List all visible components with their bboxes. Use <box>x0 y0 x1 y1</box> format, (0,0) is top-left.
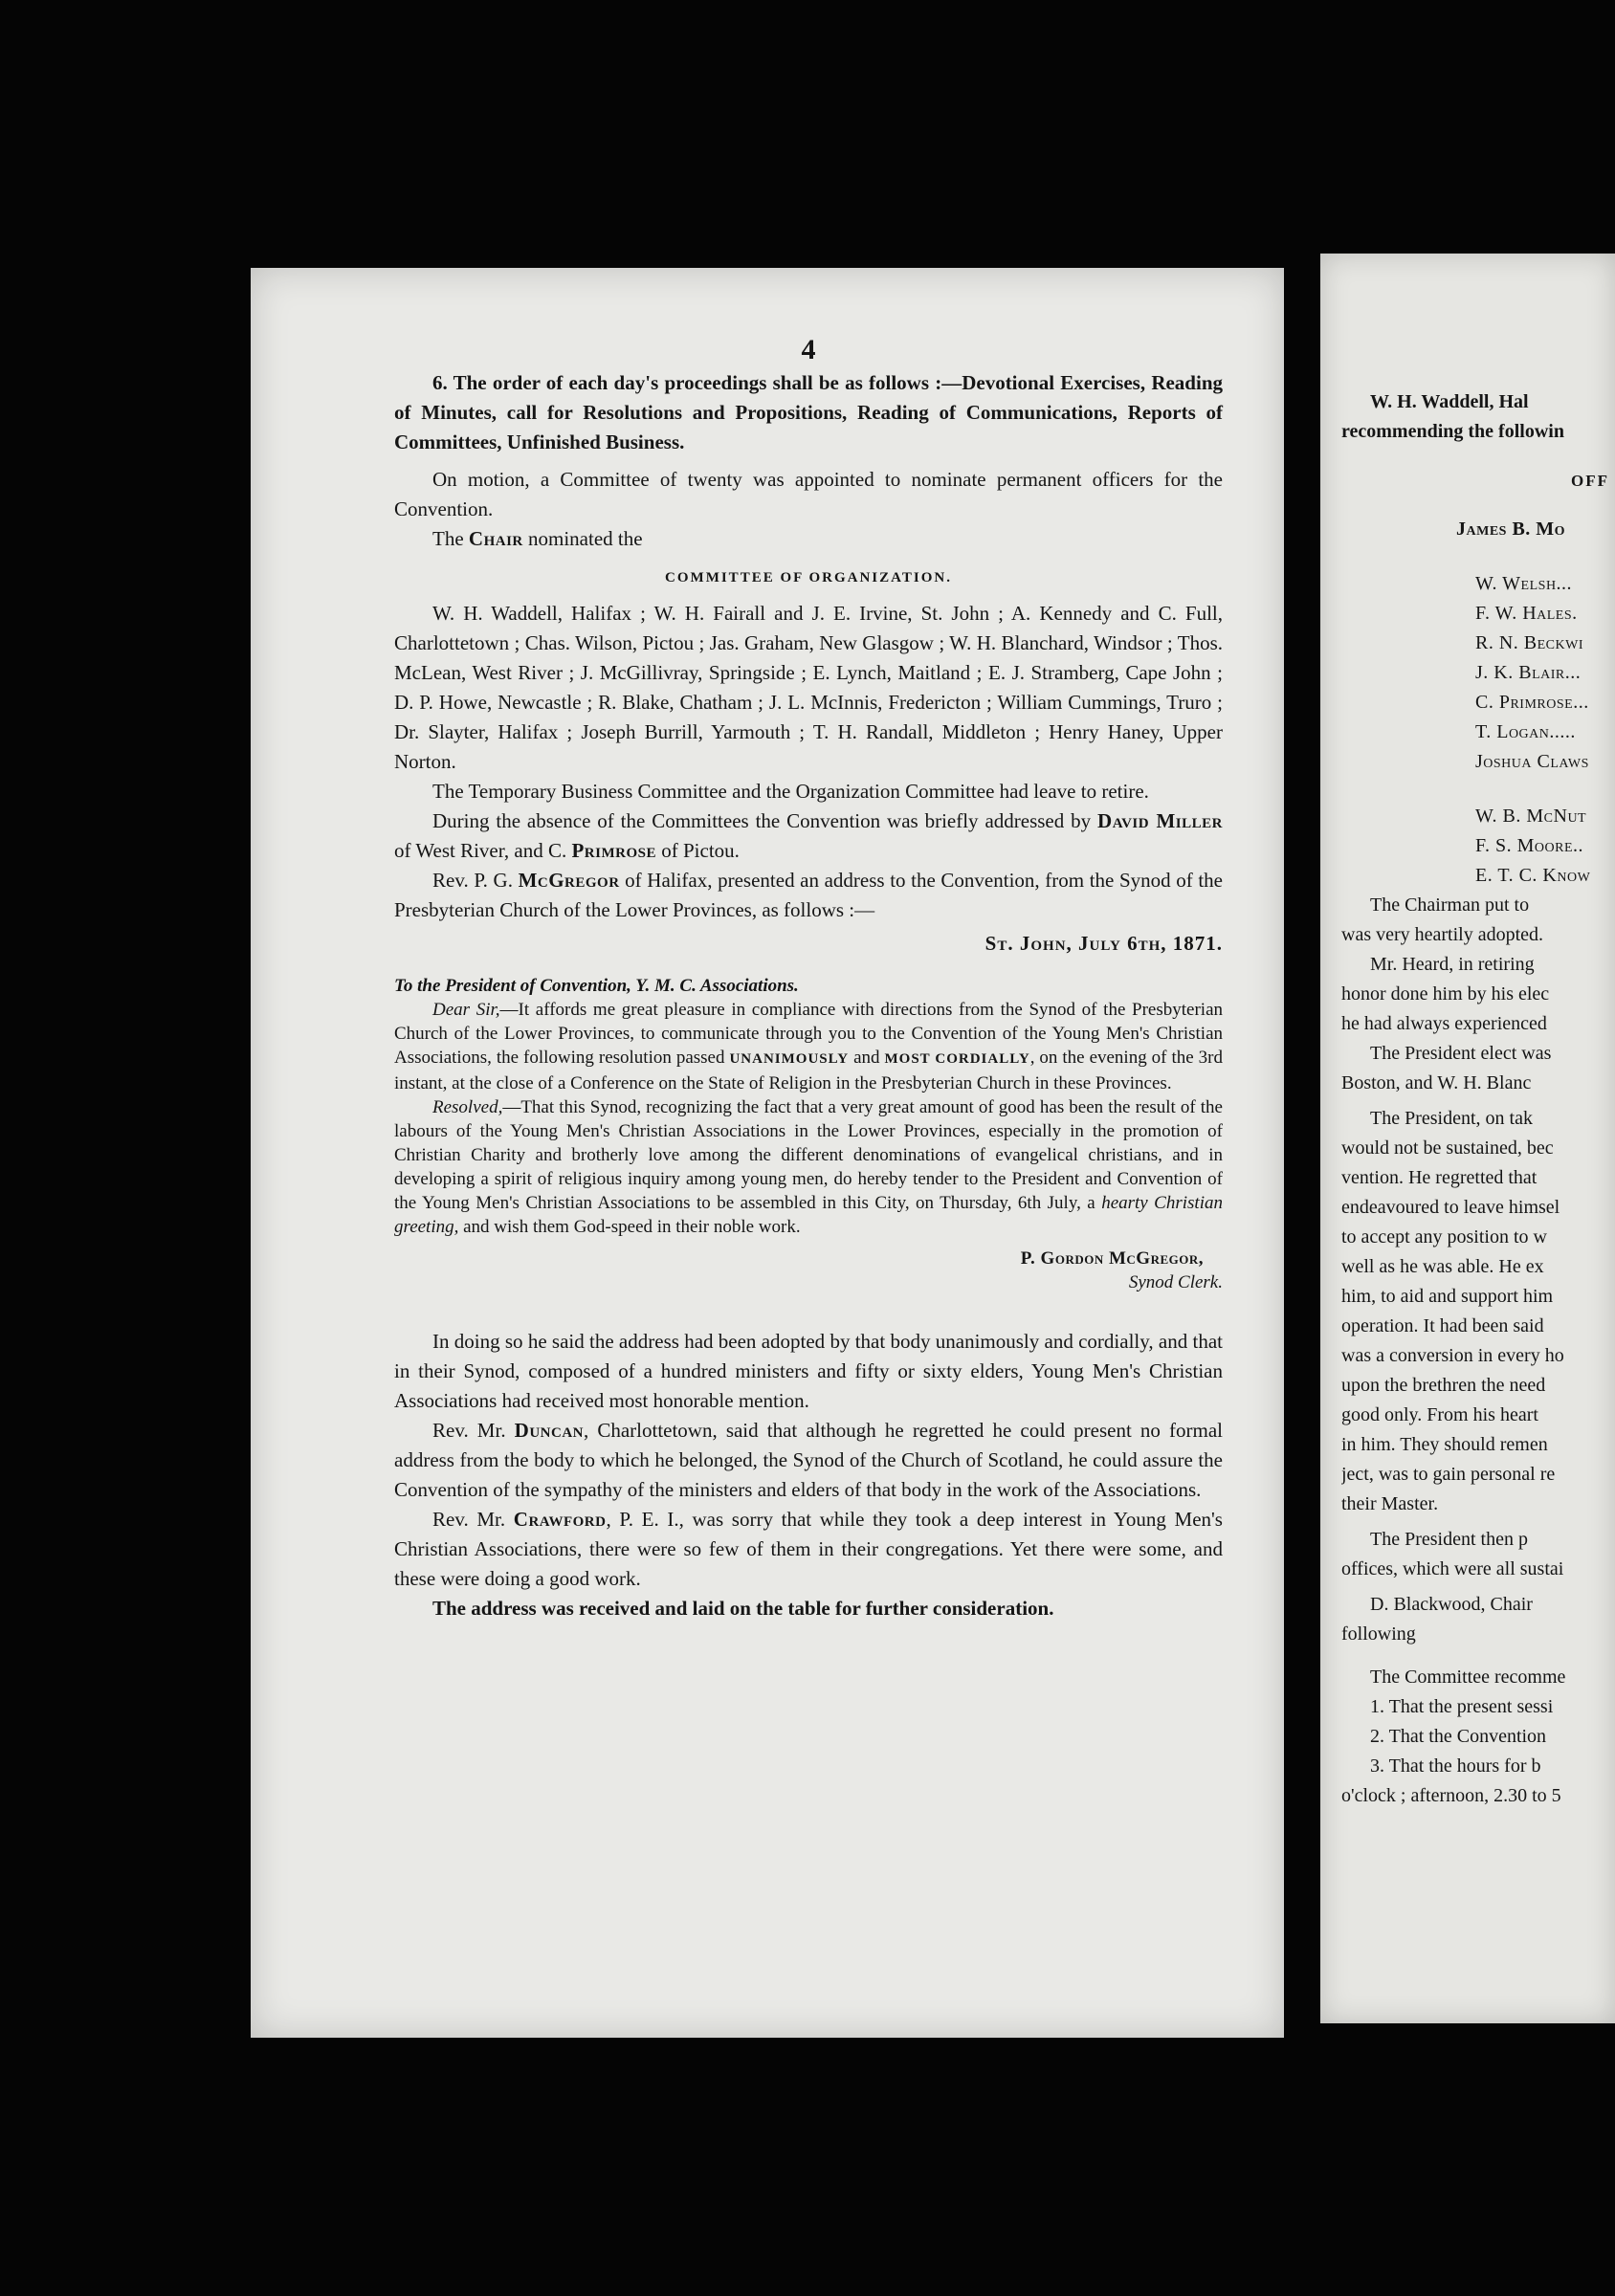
right-line: in him. They should remen <box>1341 1434 1548 1455</box>
right-line: The President, on tak <box>1370 1108 1533 1129</box>
section-heading-committee: COMMITTEE OF ORGANIZATION. <box>665 570 952 585</box>
right-line: D. Blackwood, Chair <box>1370 1594 1533 1615</box>
right-page-text <box>1341 387 1615 1811</box>
text-emphasis: MOST CORDIALLY <box>884 1051 1030 1067</box>
text: —It affords me great pleasure in compliance with directions from the Synod of the Presbyterian Church of the Lower Provinces, to communicate through you to the Convention of the Young Men's Christian Associations, the following resolution passed <box>394 1000 1224 1068</box>
paragraph-chair-nominated <box>394 524 1223 554</box>
right-line: W. B. McNut <box>1475 806 1587 827</box>
paragraph-addressed-by <box>394 806 1223 866</box>
right-line: operation. It had been said <box>1341 1315 1544 1336</box>
text-name: David Miller <box>1097 809 1223 832</box>
right-line: would not be sustained, bec <box>1341 1137 1554 1159</box>
paragraph-leave-to-retire: The Temporary Business Committee and the Organization Committee had leave to retire. <box>432 780 1149 803</box>
paragraph-address-received: The address was received and laid on the table for further consideration. <box>432 1597 1054 1620</box>
text-name: Primrose <box>571 839 656 862</box>
right-line: James B. Mo <box>1456 519 1566 540</box>
text: Rev. P. G. <box>432 869 519 892</box>
paragraph-order-of-proceedings: 6. The order of each day's proceedings shall be as follows :—Devotional Exercises, Reading of Minutes, call for Resolutions and Propositions, Reading of Communications, Reports of Committees, Unfinished Business. <box>394 371 1223 453</box>
text: and <box>849 1048 885 1068</box>
right-line: endeavoured to leave himsel <box>1341 1197 1560 1218</box>
right-line: recommending the followin <box>1341 421 1564 442</box>
paragraph-committee-motion: On motion, a Committee of twenty was appointed to nominate permanent officers for the Convention. <box>394 468 1223 520</box>
right-line: The President then p <box>1370 1529 1528 1550</box>
right-line: following <box>1341 1623 1416 1645</box>
text: —That this Synod, recognizing the fact that a very great amount of good has been the result of the labours of the Young Men's Christian Associations in the Lower Provinces, especially in the promotion of Christian Charity and brotherly love among the different denominations of evangelical christians, and in developing a spirit of religious inquiry among young men, do hereby tender to the President and Convention of the Young Men's Christian Associations to be assembled in this City, on Thursday, 6th July, a <box>394 1097 1223 1213</box>
text: of West River, and C. <box>394 839 572 862</box>
right-line: C. Primrose... <box>1475 692 1589 713</box>
paragraph-adopted-unanimously: In doing so he said the address had been adopted by that body unanimously and cordially, and that in their Synod, composed of a hundred ministers and fifty or sixty elders, Young Men's Christian Associations had received most honorable mention. <box>394 1330 1223 1412</box>
right-line: Boston, and W. H. Blanc <box>1341 1072 1532 1093</box>
right-line: 1. That the present sessi <box>1370 1696 1554 1717</box>
right-line: vention. He regretted that <box>1341 1167 1538 1188</box>
text-emphasis: UNANIMOUSLY <box>729 1051 850 1067</box>
letter-paragraph-resolved <box>394 1095 1223 1239</box>
signature-title: Synod Clerk. <box>1128 1272 1223 1292</box>
right-line: R. N. Beckwi <box>1475 632 1583 653</box>
text-dear-sir: Dear Sir, <box>432 1000 500 1020</box>
text-greeting: hearty Christian greeting, <box>394 1193 1223 1237</box>
synod-letter <box>394 974 1223 1294</box>
letter-paragraph-1 <box>394 998 1223 1095</box>
text: , P. E. I., was sorry that while they took a deep interest in Young Men's Christian Associations, there were so few of them in their congregations. Yet there were some, and these were doing a good work. <box>394 1508 1223 1590</box>
left-page <box>251 268 1284 2038</box>
text-chair: Chair <box>468 527 523 550</box>
right-line: 3. That the hours for b <box>1370 1755 1541 1777</box>
right-line: well as he was able. He ex <box>1341 1256 1544 1277</box>
right-line: T. Logan..... <box>1475 721 1576 742</box>
paragraph-mcgregor-address <box>394 866 1223 925</box>
right-line: W. Welsh... <box>1475 573 1573 594</box>
text-resolved: Resolved, <box>432 1097 503 1117</box>
right-line: him, to aid and support him <box>1341 1286 1554 1307</box>
right-line: The Chairman put to <box>1370 894 1530 916</box>
right-line: upon the brethren the need <box>1341 1375 1546 1396</box>
right-line: 2. That the Convention <box>1370 1726 1547 1747</box>
right-line: to accept any position to w <box>1341 1226 1547 1247</box>
right-line: J. K. Blair... <box>1475 662 1582 683</box>
right-line: their Master. <box>1341 1493 1439 1514</box>
right-line: honor done him by his elec <box>1341 983 1550 1004</box>
text: Rev. Mr. <box>432 1419 515 1442</box>
letter-salutation: To the President of Convention, Y. M. C. Associations. <box>394 976 799 996</box>
right-line: F. S. Moore.. <box>1475 835 1584 856</box>
text: Rev. Mr. <box>432 1508 514 1531</box>
signature-name: P. Gordon McGregor, <box>1020 1248 1204 1269</box>
right-line: o'clock ; afternoon, 2.30 to 5 <box>1341 1785 1561 1806</box>
right-line: OFF <box>1571 472 1609 490</box>
paragraph-duncan <box>394 1416 1223 1505</box>
paragraph-crawford <box>394 1505 1223 1594</box>
right-line: F. W. Hales. <box>1475 603 1578 624</box>
right-line: The President elect was <box>1370 1043 1552 1064</box>
right-line: W. H. Waddell, Hal <box>1370 391 1529 412</box>
page-number: 4 <box>801 334 816 365</box>
paragraph-committee-members: W. H. Waddell, Halifax ; W. H. Fairall and J. E. Irvine, St. John ; A. Kennedy and C. Full, Charlottetown ; Chas. Wilson, Pictou ; Jas. Graham, New Glasgow ; W. H. Blanchard, Windsor ; Thos. McLean, West River ; J. McGillivray, Springside ; E. Lynch, Maitland ; E. J. Stramberg, Cape John ; D. P. Howe, Newcastle ; R. Blake, Chatham ; J. L. McInnis, Fredericton ; William Cummings, Truro ; Dr. Slayter, Halifax ; Joseph Burrill, Yarmouth ; T. H. Randall, Middleton ; Henry Haney, Upper Norton. <box>394 602 1223 773</box>
right-line: ject, was to gain personal re <box>1341 1464 1556 1485</box>
right-page <box>1320 254 1615 2023</box>
right-line: was very heartily adopted. <box>1341 924 1544 945</box>
text: , Charlottetown, said that although he regretted he could present no formal address from the body to which he belonged, the Synod of the Church of Scotland, he could assure the Convention of the sympathy of the ministers and elders of that body in the work of the Associations. <box>394 1419 1223 1501</box>
text: and wish them God-speed in their noble work. <box>458 1217 801 1237</box>
text-name: Duncan <box>514 1419 584 1442</box>
text-name: Crawford <box>513 1508 607 1531</box>
right-line: offices, which were all sustai <box>1341 1558 1564 1579</box>
text-name: McGregor <box>518 869 620 892</box>
letter-dateline: St. John, July 6th, 1871. <box>984 932 1223 955</box>
right-line: he had always experienced <box>1341 1013 1547 1034</box>
text: nominated the <box>522 527 643 550</box>
text: of Halifax, presented an address to the Convention, from the Synod of the Presbyterian Church of the Lower Provinces, as follows :— <box>394 869 1223 921</box>
text: The <box>432 527 469 550</box>
right-line: Joshua Claws <box>1475 751 1589 772</box>
right-line: The Committee recomme <box>1370 1667 1566 1688</box>
text: of Pictou. <box>656 839 740 862</box>
right-line: was a conversion in every ho <box>1341 1345 1564 1366</box>
right-line: Mr. Heard, in retiring <box>1370 954 1535 975</box>
text: During the absence of the Committees the Convention was briefly addressed by <box>432 809 1098 832</box>
left-page-text <box>394 335 1223 1623</box>
right-line: good only. From his heart <box>1341 1404 1538 1425</box>
right-line: E. T. C. Know <box>1475 865 1591 886</box>
text: , on the evening of the 3rd instant, at the close of a Conference on the State of Religion in the Presbyterian Church in these Provinces. <box>394 1048 1223 1093</box>
